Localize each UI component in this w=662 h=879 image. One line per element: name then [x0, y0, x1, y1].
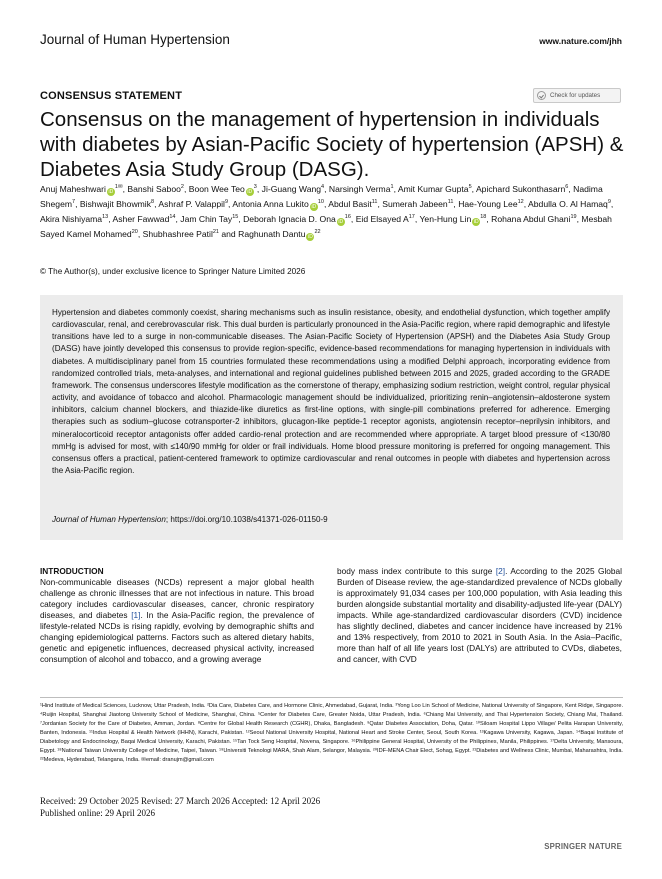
affiliation-marker: 1✉ — [114, 184, 123, 190]
affiliation-marker: 9 — [607, 199, 611, 206]
check-updates-label: Check for updates — [550, 92, 601, 99]
intro-text: . In the Asia-Pacific region, the prevalence of lifestyle-related NCDs is rising rapidly, evolving by demographic shifts and changing epidemiological patterns. Factors such as altered dietary habits, genetic and epigenetic influences, decreased physical activity, increased consumption of alcohol and tobacco, and a growing average — [40, 610, 314, 665]
affiliation-marker: 11 — [371, 199, 378, 206]
intro-text: . According to the 2025 Global Burden of Disease review, the age-standardized prevalence of NCDs globally is approximately 91,034 cases per 100,000 population, with Asia leading this burden alongside substantial mortality and disability-adjusted life-year (DALY) impacts. While age-standardized cardiovascular disorders (CVD) incidence has slightly declined, diabetes and cancer incidence have increased by 21% and 13% respectively, from 2010 to 2021 in South Asia. In the Asia–Pacific, more than half of all life years lost (DALYs) are attributed to CVDs, diabetes, and cancer, with CVD — [337, 566, 622, 665]
author-name[interactable]: Jam Chin Tay$^{15}$ — [180, 214, 239, 225]
copyright: © The Author(s), under exclusive licence to Springer Nature Limited 2026 — [40, 267, 306, 276]
author-name[interactable]: Antonia Anna Lukito $iD^{10}$ — [232, 199, 324, 211]
author-name[interactable]: Bishwajit Bhowmik$^8$ — [79, 199, 155, 210]
author-name[interactable]: Ji-Guang Wang$^4$ — [261, 183, 325, 194]
intro-text: Non-communicable diseases (NCDs) represent a major global health challenge as chronic illnesses that are not infectious in nature. This broad category includes cardiovascular diseases, cancer, chronic respiratory diseases, and diabetes — [40, 577, 314, 621]
author-name[interactable]: Banshi Saboo$^2$ — [127, 183, 184, 194]
author-name[interactable]: Asher Fawwad$^{14}$ — [112, 214, 176, 225]
citation-journal: Journal of Human Hypertension — [52, 515, 166, 524]
affiliation-marker: 17 — [408, 214, 415, 221]
check-updates-button[interactable] — [533, 88, 621, 103]
section-heading: INTRODUCTION — [40, 566, 104, 576]
reference-link[interactable]: [1] — [131, 610, 141, 621]
author-name[interactable]: Sumerah Jabeen$^{11}$ — [382, 199, 454, 210]
affiliation-marker: 15 — [232, 214, 239, 221]
affiliation-marker: 7 — [72, 199, 76, 206]
orcid-icon[interactable]: iD — [311, 204, 317, 211]
author-name[interactable]: Yen-Hung Lin $iD^{18}$ — [419, 214, 487, 226]
intro-text: body mass index contribute to this surge — [337, 566, 496, 576]
citation — [52, 515, 328, 524]
author-name[interactable]: Nadima Shegem$^7$ — [40, 183, 603, 210]
affiliation-marker: 11 — [447, 199, 454, 206]
orcid-icon[interactable]: iD — [108, 188, 114, 195]
affiliation-marker: 18 — [480, 214, 487, 221]
affiliation-marker: 20 — [131, 229, 138, 236]
orcid-icon[interactable]: iD — [308, 234, 313, 241]
affiliation-marker: 12 — [517, 199, 524, 206]
author-name[interactable]: Raghunath Dantu $iD^{22}$ — [238, 229, 321, 241]
affiliation-marker: 4 — [321, 184, 325, 190]
intro-column-right — [337, 566, 622, 665]
affiliation-marker: 6 — [565, 184, 569, 190]
article-title: Consensus on the management of hypertension in individuals with diabetes by Asian-Pacific Society of hypertension (APSH) & Diabetes Asia Study Group (DASG). — [40, 108, 624, 181]
abstract-text: Hypertension and diabetes commonly coexist, sharing mechanisms such as insulin resistance, obesity, and endothelial dysfunction, which together amplify cardiovascular, renal, and cerebrovascular risk. This dual burden is particularly pronounced in the Asia-Pacific region, where rapid demographic and lifestyle transitions have led to a surge in non-communicable diseases. The Asian-Pacific Society of Hypertension (APSH) and the Diabetes Asia Study Group (DASG) have jointly developed this consensus to provide region-specific, evidence-based recommendations for managing hypertension in individuals with diabetes. A multidisciplinary panel from 15 countries formulated these recommendations using a modified Delphi approach, incorporating evidence from randomized controlled trials, meta-analyses, and international and regional guidelines published between 2015 and 2025, graded according to the GRADE framework. The consensus underscores lifestyle modification as the cornerstone of therapy, emphasizing sodium restriction, weight control, regular physical activity, and avoidance of tobacco and alcohol. Pharmacologic management should be individualized, prioritizing renin–angiotensin–aldosterone system inhibitors, calcium channel blockers, and thiazide-like diuretics as first-line options, with single-pill combinations preferred for adherence. Emerging therapies such as sodium–glucose cotransporter-2 inhibitors, glucagon-like peptide-1 receptor agonists, angiotensin receptor–neprilysin inhibitors, and mineralocorticoid receptor antagonists offer added cardio-renal protection and are recommended where appropriate. A target blood pressure of <130/80 mmHg is advised for most, with ≤140/90 mmHg for older or frail individuals. Home blood pressure monitoring is preferred for ongoing management. This consensus offers a practical, patient-centered framework to optimize cardiovascular and renal outcomes in people with diabetes and hypertension across the Asia-Pacific region. — [52, 308, 610, 476]
affiliation-marker: 19 — [570, 214, 577, 221]
article-type: CONSENSUS STATEMENT — [40, 90, 183, 102]
author-name[interactable]: Shubhashree Patil$^{21}$ — [142, 229, 219, 240]
author-name[interactable]: Ashraf P. Valappil$^9$ — [158, 199, 229, 210]
author-name[interactable]: Apichard Sukonthasarn$^6$ — [475, 183, 569, 194]
affiliations: ¹Hind Institute of Medical Sciences, Lucknow, Uttar Pradesh, India. ²Dia Care, Diabetes Care, and Hormone Clinic, Ahmedabad, Gujarat, India. ³Yong Loo Lin School of Medicine, National University of Singapore, Kent Ridge, Singapore. ⁴Ruijin Hospital, Shanghai Jiaotong University School of Medicine, Shanghai, China. ⁵Center for Diabetes Care, Greater Noida, Uttar Pradesh, India. ⁶Chiang Mai University, and Thai Hypertension Society, Chiang Mai, Thailand. ⁷Jordanian Society for the Care of Diabetes, Amman, Jordan. ⁸Centre for Global Health Research (CGHR), Dhaka, Bangladesh. ⁹Qatar Diabetes Association, Doha, Qatar. ¹⁰Siloam Hospital Lippo Village/ Pelita Harapan University, Banten, Indonesia. ¹¹Indus Hospital & Health Network (IHHN), Karachi, Pakistan. ¹²Seoul National University Hospital, National Heart and Stroke Center, Seoul, South Korea. ¹³Kagawa University, Kagawa, Japan. ¹⁴Baqai Institute of Diabetology and Endocrinology, Baqai Medical University, Karachi, Pakistan. ¹⁵Tan Tock Seng Hospital, Novena, Singapore. ¹⁶Philippine General Hospital, University of the Philippines, Manila, Philippines. ¹⁷Delta University, Mansoura, Egypt. ¹⁸National Taiwan University College of Medicine, Taipei, Taiwan. ¹⁹Universiti Teknologi MARA, Shah Alam, Selangor, Malaysia. ²⁰IDF-MENA Chair Elect, Sohag, Egypt. ²¹Diabetes and Wellness Clinic, Mumbai, Maharashtra, India. ²²Medeva, Hyderabad, Telangana, India. ✉email: dranujm@gmail.com — [40, 703, 623, 763]
affiliation-marker: 2 — [180, 184, 184, 190]
affiliation-marker: 9 — [224, 199, 229, 206]
author-list: Anuj Maheshwari $iD^{1✉}$, Banshi Saboo$^2$, Boon Wee Teo $iD^3$, Ji-Guang Wang$^4$, Narsingh Verma$^1$, Amit Kumar Gupta$^5$, Apichard Sukonthasarn$^6$, Nadima Shegem$^7$, Bishwajit Bhowmik$^8$, Ashraf P. Valappil$^9$, Antonia Anna Lukito $iD^{10}$, Abdul Basit$^{11}$, Sumerah Jabeen$^{11}$, Hae-Young Lee$^{12}$, Abdulla O. Al Hamaq$^9$, Akira Nishiyama$^{13}$, Asher Fawwad$^{14}$, Jam Chin Tay$^{15}$, Deborah Ignacia D. Ona $iD^{16}$, Eid Elsayed $A^{17}$, Yen-Hung Lin $iD^{18}$, Rohana Abdul Ghani$^{19}$, Mesbah Sayed Kamel Mohamed$^{20}$, Shubhashree Patil$^{21}$ and Raghunath Dantu $iD^{22}$ — [40, 183, 614, 241]
journal-site-link[interactable]: www.nature.com/jhh — [539, 36, 622, 46]
affiliation-marker: 5 — [468, 184, 472, 190]
author-name[interactable]: Eid Elsayed $A^{17}$ — [355, 214, 415, 225]
article-dates — [40, 795, 320, 819]
published-date: Published online: 29 April 2026 — [40, 808, 156, 818]
affiliation-marker: 1 — [390, 184, 394, 190]
author-name[interactable]: Narsingh Verma$^1$ — [328, 183, 394, 194]
affiliation-marker: 3 — [253, 184, 257, 190]
author-name[interactable]: Hae-Young Lee$^{12}$ — [458, 199, 524, 210]
affiliation-marker: 22 — [314, 229, 321, 236]
author-name[interactable]: Abdul Basit$^{11}$ — [328, 199, 378, 210]
author-name[interactable]: Akira Nishiyama$^{13}$ — [40, 214, 109, 225]
intro-column-left — [40, 577, 314, 665]
author-name[interactable]: Anuj Maheshwari $iD^{1✉}$ — [40, 183, 123, 195]
affiliation-marker: 13 — [102, 214, 109, 221]
orcid-icon[interactable]: iD — [473, 219, 479, 226]
affiliation-marker: 14 — [169, 214, 176, 221]
publisher-logo: SPRINGER NATURE — [544, 842, 622, 851]
footnote-divider — [40, 697, 623, 698]
author-name[interactable]: Boon Wee Teo $iD^3$ — [188, 183, 257, 195]
affiliation-marker: 21 — [212, 229, 219, 236]
affiliation-marker: 10 — [317, 199, 324, 206]
author-name[interactable]: Deborah Ignacia D. Ona $iD^{16}$ — [243, 214, 351, 226]
orcid-icon[interactable]: iD — [247, 188, 253, 195]
author-name[interactable]: Mesbah Sayed Kamel Mohamed$^{20}$ — [40, 214, 612, 240]
received-dates: Received: 29 October 2025 Revised: 27 March 2026 Accepted: 12 April 2026 — [40, 796, 321, 806]
check-updates-icon — [537, 91, 546, 100]
doi-link[interactable]: ; https://doi.org/10.1038/s41371-026-01150-9 — [165, 515, 328, 524]
orcid-icon[interactable]: iD — [338, 219, 344, 226]
journal-name: Journal of Human Hypertension — [40, 32, 230, 47]
author-name[interactable]: Rohana Abdul Ghani$^{19}$ — [491, 214, 577, 225]
author-name[interactable]: Abdulla O. Al Hamaq$^9$ — [528, 199, 611, 210]
reference-link[interactable]: [2] — [495, 566, 506, 576]
author-name[interactable]: Amit Kumar Gupta$^5$ — [397, 183, 472, 194]
affiliation-marker: 8 — [151, 199, 155, 206]
affiliation-marker: 16 — [344, 214, 351, 221]
